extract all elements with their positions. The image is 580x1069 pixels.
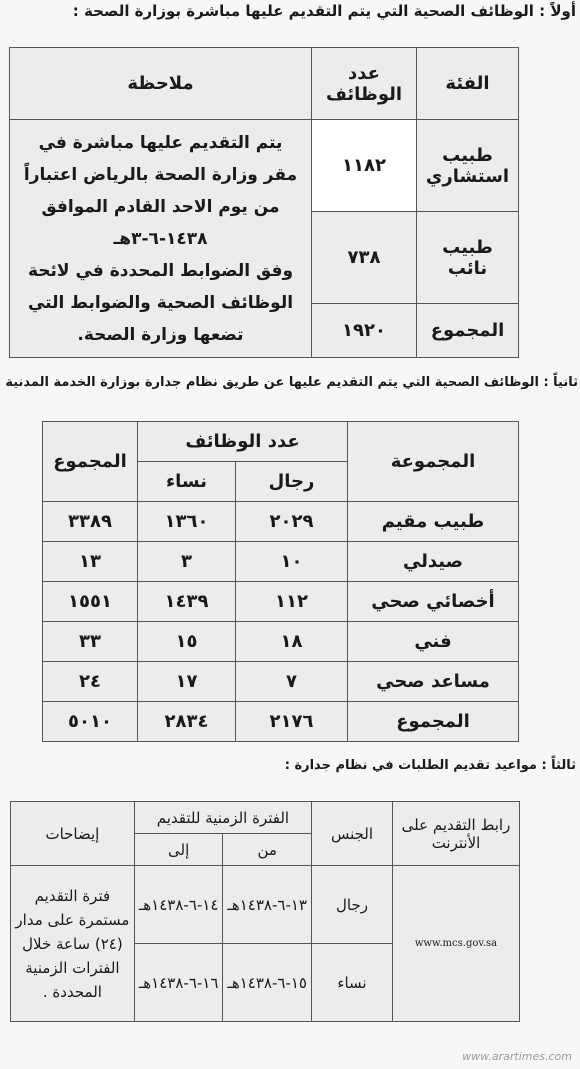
total-cell: ١٣ [43,542,138,582]
note-line: مقر وزارة الصحة بالرياض اعتباراً [23,164,298,185]
men-cell: ١١٢ [236,582,348,622]
note-line: يتم التقديم عليها مباشرة في [38,132,283,153]
group-cell: مساعد صحي [348,662,519,702]
men-cell: ٢١٧٦ [236,702,348,742]
header-men: رجال [236,462,348,502]
note-line: ١٤٣٨-٦-٣هـ [113,228,208,249]
header-period: الفترة الزمنية للتقديم [134,802,311,834]
group-cell: أخصائي صحي [348,582,519,622]
note-line: تضعها وزارة الصحة. [77,324,244,345]
table-row [43,582,519,622]
civil-service-jadara-table [42,421,519,742]
gender-cell: نساء [312,944,393,1022]
men-cell: ٧ [236,662,348,702]
count-cell: ٧٣٨ [312,212,417,304]
health-ministry-direct-table [9,47,519,358]
gender-cell: رجال [312,866,393,944]
header-link: رابط التقديم على الأنترنت [393,802,520,866]
header-gender: الجنس [312,802,393,866]
jadara-schedule-table [10,801,520,1022]
note-line: الوظائف الصحية والضوابط التي [27,292,294,313]
notes-cell: فترة التقديم مستمرة على مدار (٢٤) ساعة خلال الفترات الزمنية المحددة . [11,866,135,1022]
header-women: نساء [138,462,236,502]
watermark: www.arartimes.com [462,1050,572,1063]
header-from: من [223,834,312,866]
total-cell: ٥٠١٠ [43,702,138,742]
table-row [43,622,519,662]
header-group: المجموعة [348,422,519,502]
header-count: عدد الوظائف [312,48,417,120]
women-cell: ٣ [138,542,236,582]
group-cell: المجموع [348,702,519,742]
men-cell: ٢٠٢٩ [236,502,348,542]
header-notes: إيضاحات [11,802,135,866]
header-total: المجموع [43,422,138,502]
total-cell: ٢٤ [43,662,138,702]
section2-heading: ثانياً : الوظائف الصحية التي يتم التقديم عليها عن طريق نظام جدارة بوزارة الخدمة المدنية [5,375,578,390]
from-cell: ١٥-٦-١٤٣٨هـ [223,944,312,1022]
total-cell: ٣٣ [43,622,138,662]
section3-heading: ثالثاً : مواعيد تقديم الطلبات في نظام جدارة : [284,758,576,773]
to-cell: ١٤-٦-١٤٣٨هـ [134,866,223,944]
table-row [43,542,519,582]
women-cell: ١٤٣٩ [138,582,236,622]
header-jobs-count: عدد الوظائف [138,422,348,462]
table-row [43,502,519,542]
men-cell: ١٠ [236,542,348,582]
men-cell: ١٨ [236,622,348,662]
women-cell: ١٥ [138,622,236,662]
women-cell: ١٧ [138,662,236,702]
note-cell [10,120,312,358]
group-cell: فني [348,622,519,662]
header-note: ملاحظة [10,48,312,120]
count-cell: ١١٨٢ [312,120,417,212]
group-cell: طبيب مقيم [348,502,519,542]
women-cell: ١٣٦٠ [138,502,236,542]
table-row-total [43,702,519,742]
category-cell: المجموع [417,304,519,358]
to-cell: ١٦-٦-١٤٣٨هـ [134,944,223,1022]
category-cell: طبيب نائب [417,212,519,304]
table-row [43,662,519,702]
from-cell: ١٣-٦-١٤٣٨هـ [223,866,312,944]
women-cell: ٢٨٣٤ [138,702,236,742]
header-to: إلى [134,834,223,866]
section1-heading: أولاً : الوظائف الصحية التي يتم التقديم عليها مباشرة بوزارة الصحة : [72,2,576,20]
total-cell: ١٥٥١ [43,582,138,622]
total-cell: ٣٣٨٩ [43,502,138,542]
application-link[interactable]: www.mcs.gov.sa [393,866,520,1022]
category-cell: طبيب استشاري [417,120,519,212]
group-cell: صيدلي [348,542,519,582]
count-cell: ١٩٢٠ [312,304,417,358]
note-line: وفق الضوابط المحددة في لائحة [27,260,294,281]
header-category: الفئة [417,48,519,120]
note-line: من يوم الاحد القادم الموافق [41,196,280,217]
